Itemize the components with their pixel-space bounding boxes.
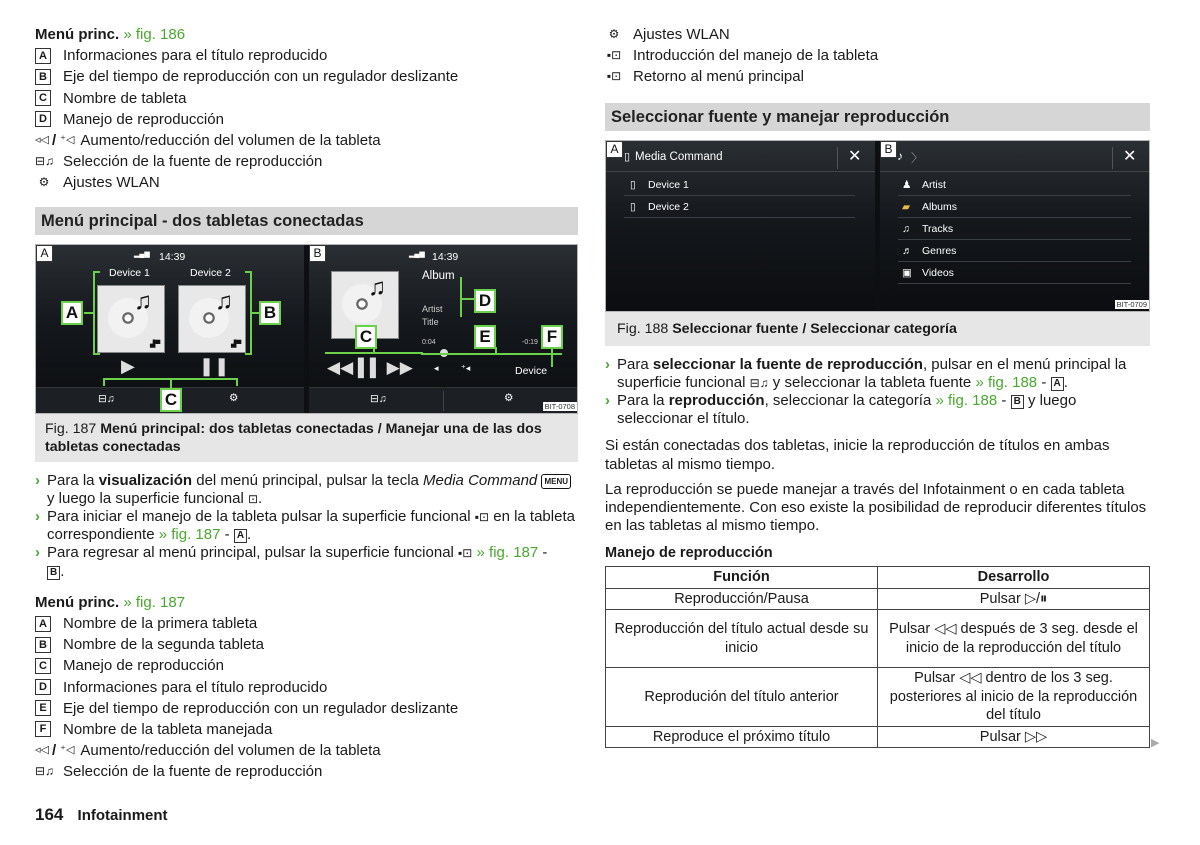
legend-key: D bbox=[35, 111, 51, 127]
pause-icon[interactable]: ❚❚ bbox=[199, 355, 230, 376]
volume-up-icon[interactable]: ⁺◂ bbox=[461, 362, 471, 373]
legend-item bbox=[35, 109, 578, 130]
instruction-item: › Para seleccionar la fuente de reproducción, pulsar en el menú principal la superficie funcional ⊟♫ y seleccionar la tableta fuente » fig. 188 - A . bbox=[605, 355, 1127, 391]
wlan-settings-icon[interactable]: ⚙ bbox=[504, 391, 514, 404]
section-title-two-tablets: Menú principal - dos tabletas conectadas bbox=[35, 207, 578, 235]
music-note-icon: ♫ bbox=[215, 287, 233, 315]
legend-item bbox=[35, 676, 578, 697]
menu1-title: Menú princ. bbox=[35, 26, 120, 44]
prev-next-controls[interactable]: ◀◀ ▌▌ ▶▶ bbox=[327, 357, 413, 377]
wlan-settings-icon: ⚙ bbox=[38, 175, 50, 190]
text: reproducción bbox=[668, 391, 765, 409]
legend-item bbox=[35, 634, 578, 655]
text: . bbox=[247, 526, 252, 544]
device1-tile[interactable] bbox=[97, 285, 165, 353]
tablet-icon: ▟▀ bbox=[231, 340, 242, 348]
legend-text: Introducción del manejo de la tableta bbox=[633, 47, 879, 65]
list-item-device1[interactable] bbox=[624, 174, 855, 196]
device-label: Device 1 bbox=[648, 178, 689, 191]
continue-arrow-icon: ▶ bbox=[1151, 737, 1160, 749]
table-title: Manejo de reproducción bbox=[605, 545, 773, 562]
text: Para iniciar el manejo de la tableta pulsar la superficie funcional bbox=[47, 507, 475, 525]
menu2-title: Menú princ. bbox=[35, 593, 120, 611]
media-command-title: Media Command bbox=[635, 150, 723, 163]
time-end: -0:19 bbox=[522, 338, 538, 346]
legend-key: B bbox=[35, 637, 51, 653]
callout-e: E bbox=[474, 325, 496, 349]
legend-item bbox=[35, 66, 578, 87]
text: Para la bbox=[47, 471, 99, 489]
text: Media Command bbox=[423, 471, 538, 489]
callout-line bbox=[551, 347, 553, 367]
instruction-item: › Para la reproducción, seleccionar la categoría » fig. 188 - B y luego seleccionar el título. bbox=[605, 391, 1077, 428]
legend-text: Informaciones para el título reproducido bbox=[63, 678, 328, 696]
instructions-list bbox=[35, 472, 578, 581]
figure-188 bbox=[605, 140, 1150, 312]
table-header-row bbox=[606, 567, 1150, 589]
signal-icon: ▂▄▆ bbox=[409, 250, 425, 258]
tablet-select-icon: ⊡ bbox=[247, 491, 259, 506]
source-select-icon[interactable]: ⊟♫ bbox=[370, 392, 387, 405]
figure-187 bbox=[35, 244, 578, 414]
tablet-icon: ▟▀ bbox=[150, 340, 161, 348]
tablet-control-icon: ▪⊡ bbox=[606, 48, 622, 63]
legend-key: E bbox=[35, 700, 51, 716]
table-row bbox=[606, 668, 1150, 727]
legend-key: A bbox=[1051, 377, 1064, 391]
close-icon[interactable]: ✕ bbox=[1123, 147, 1137, 165]
music-note-icon: ♪ bbox=[897, 148, 903, 163]
caption-text: Menú principal: dos tabletas conectadas / Manejar una de las dos tabletas conectadas bbox=[45, 420, 542, 455]
category-label: Tracks bbox=[922, 222, 954, 235]
album-label: Album bbox=[422, 269, 455, 282]
paragraph: La reproducción se puede manejar a través del Infotainment o en cada tableta independientemente. Con eso existe la posibilidad de reproducir diferentes títulos en las tabletas al mismo tiempo. bbox=[605, 480, 1147, 535]
table-cell: Reproduce el próximo título bbox=[606, 726, 878, 748]
callout-c: C bbox=[355, 325, 377, 349]
category-label: Genres bbox=[922, 244, 957, 257]
legend-text: Selección de la fuente de reproducción bbox=[63, 153, 323, 171]
instruction-item bbox=[35, 544, 578, 580]
tablet-icon: ▯ bbox=[624, 150, 631, 163]
bullet-arrow-icon: › bbox=[35, 507, 40, 525]
volume-down-icon: ◃◁ bbox=[35, 134, 49, 147]
callout-line bbox=[84, 312, 94, 314]
device-name: Device bbox=[515, 364, 548, 377]
callout-f: F bbox=[541, 325, 563, 349]
tablet-control-icon: ▪⊡ bbox=[474, 509, 490, 524]
wlan-settings-icon[interactable]: ⚙ bbox=[229, 391, 239, 404]
bullet-arrow-icon: › bbox=[35, 544, 40, 562]
menu2-heading bbox=[35, 592, 578, 613]
instruction-item bbox=[35, 508, 578, 544]
callout-line bbox=[236, 378, 238, 386]
legend-text: Selección de la fuente de reproducción bbox=[63, 763, 323, 781]
table-cell: Pulsar ◁◁ después de 3 seg. desde el inicio de la reproducción del título bbox=[878, 610, 1150, 668]
callout-line bbox=[245, 353, 252, 355]
figure-188-caption bbox=[605, 312, 1150, 346]
legend-key: D bbox=[35, 679, 51, 695]
text: - bbox=[220, 526, 234, 544]
legend-item bbox=[605, 66, 1150, 87]
legend-text: Manejo de reproducción bbox=[63, 110, 224, 128]
callout-a: A bbox=[61, 301, 83, 325]
legend-text: Retorno al menú principal bbox=[633, 68, 804, 86]
device1-label: Device 1 bbox=[109, 266, 150, 279]
text: Para bbox=[617, 355, 653, 373]
volume-down-icon: ◃◁ bbox=[35, 744, 49, 757]
legend-text: Aumento/reducción del volumen de la tableta bbox=[80, 132, 381, 150]
clock: 14:39 bbox=[159, 250, 186, 263]
callout-line bbox=[93, 353, 100, 355]
artist-label: Artist bbox=[422, 303, 443, 314]
text: . bbox=[258, 489, 263, 507]
section-title-select-source: Seleccionar fuente y manejar reproducción bbox=[605, 103, 1150, 131]
legend-key: B bbox=[35, 69, 51, 85]
device2-label: Device 2 bbox=[190, 266, 231, 279]
header-divider bbox=[1112, 147, 1113, 169]
text: Para la bbox=[617, 391, 669, 409]
title-label: Title bbox=[422, 316, 439, 327]
category-label: Videos bbox=[922, 266, 954, 279]
legend-key: B bbox=[47, 566, 60, 580]
clock: 14:39 bbox=[432, 250, 459, 263]
tablet-icon: ▯ bbox=[630, 178, 636, 191]
legend-text: Nombre de la segunda tableta bbox=[63, 636, 264, 654]
time-start: 0:04 bbox=[422, 338, 436, 346]
text: , seleccionar la categoría bbox=[764, 391, 936, 409]
bullet-arrow-icon: › bbox=[605, 355, 610, 373]
video-icon: ▣ bbox=[902, 266, 912, 279]
legend-text: Nombre de tableta bbox=[63, 89, 187, 107]
select-instructions bbox=[605, 356, 1150, 429]
caption-text: Seleccionar fuente / Seleccionar categoría bbox=[672, 320, 957, 337]
table-row bbox=[606, 726, 1150, 748]
table-cell: Reproducción del título actual desde su inicio bbox=[606, 610, 878, 668]
legend-text: Eje del tiempo de reproducción con un regulador deslizante bbox=[63, 699, 459, 717]
fig-ref-link[interactable]: » fig. 188 bbox=[975, 373, 1038, 391]
legend-item bbox=[35, 151, 578, 172]
legend-item bbox=[35, 655, 578, 676]
table-cell: Pulsar ◁◁ dentro de los 3 seg. posteriores al inicio de la reproducción del título bbox=[878, 668, 1150, 727]
legend-key: A bbox=[234, 529, 247, 543]
tablet-icon: ▯ bbox=[630, 200, 636, 213]
legend-item bbox=[35, 45, 578, 66]
music-note-icon: ♫ bbox=[368, 273, 386, 301]
caption-prefix: Fig. 187 bbox=[45, 420, 97, 437]
callout-b: B bbox=[259, 301, 281, 325]
legend-item bbox=[35, 698, 578, 719]
text: visualización bbox=[98, 471, 193, 489]
fig-ref-link[interactable]: » fig. 187 bbox=[476, 544, 539, 562]
text: , pulsar en el menú principal la superficie funcional bbox=[617, 355, 1127, 391]
device2-tile[interactable] bbox=[178, 285, 246, 353]
header-line bbox=[880, 171, 1150, 172]
caption-prefix: Fig. 188 bbox=[617, 320, 669, 337]
menu2-ref-link[interactable]: » fig. 187 bbox=[123, 593, 186, 611]
legend-item bbox=[35, 172, 578, 193]
legend-item bbox=[35, 613, 578, 634]
list-item-tracks[interactable] bbox=[898, 218, 1131, 240]
legend-text: Nombre de la primera tableta bbox=[63, 615, 258, 632]
fig188-panel-b bbox=[880, 141, 1150, 311]
legend-item bbox=[35, 88, 578, 109]
column-header: Desarrollo bbox=[878, 567, 1150, 589]
callout-d: D bbox=[474, 289, 496, 313]
list-item-videos[interactable] bbox=[898, 262, 1131, 284]
text: - bbox=[538, 544, 548, 562]
source-select-icon: ⊟♫ bbox=[749, 375, 769, 390]
text: y seleccionar la tableta fuente bbox=[768, 373, 976, 391]
legend-key: B bbox=[1011, 395, 1024, 409]
chapter-name: Infotainment bbox=[77, 807, 168, 824]
list-item-artist[interactable] bbox=[898, 174, 1131, 196]
source-select-icon[interactable]: ⊟♫ bbox=[98, 392, 115, 405]
callout-c: C bbox=[160, 388, 182, 412]
panel-label-a: A bbox=[606, 141, 623, 158]
legend-item bbox=[35, 761, 578, 782]
page-footer bbox=[35, 805, 168, 825]
text: . bbox=[60, 562, 65, 580]
legend-key: F bbox=[35, 721, 51, 737]
legend-item bbox=[605, 45, 1150, 66]
bottom-divider bbox=[443, 391, 444, 411]
legend-key: A bbox=[35, 48, 51, 64]
header-divider bbox=[837, 147, 838, 169]
legend-item bbox=[605, 24, 1150, 45]
callout-line bbox=[103, 378, 105, 386]
list-item-genres[interactable] bbox=[898, 240, 1131, 262]
music-note-icon: ♫ bbox=[902, 222, 910, 235]
table-row bbox=[606, 588, 1150, 610]
page-number: 164 bbox=[35, 805, 64, 824]
music-note-icon: ♫ bbox=[134, 287, 152, 315]
legend-item bbox=[35, 130, 578, 151]
callout-line bbox=[460, 277, 462, 317]
legend-text: Eje del tiempo de reproducción con un regulador deslizante bbox=[63, 68, 459, 86]
legend-key: C bbox=[35, 658, 51, 674]
panel-label-b: B bbox=[309, 245, 326, 262]
figure-code: BIT-0708 bbox=[544, 401, 575, 411]
panel-label-b: B bbox=[880, 141, 897, 158]
volume-up-icon: ⁺◁ bbox=[60, 134, 75, 147]
fig187-panel-b bbox=[309, 245, 578, 413]
guitar-icon: ♬ bbox=[902, 244, 913, 257]
callout-line bbox=[421, 353, 562, 355]
table-row bbox=[606, 610, 1150, 668]
callout-line bbox=[245, 271, 252, 273]
volume-up-icon: ⁺◁ bbox=[60, 744, 75, 757]
source-select-icon: ⊟♫ bbox=[35, 764, 55, 779]
header-line bbox=[606, 171, 875, 172]
legend-item bbox=[35, 740, 578, 761]
volume-separator: / bbox=[51, 132, 57, 150]
list-item-albums[interactable] bbox=[898, 196, 1131, 218]
source-select-icon: ⊟♫ bbox=[35, 154, 55, 169]
signal-icon: ▂▄▆ bbox=[134, 250, 150, 258]
fig-ref-link[interactable]: » fig. 187 bbox=[158, 526, 221, 544]
figure-187-caption bbox=[35, 414, 578, 462]
legend-key: A bbox=[35, 616, 51, 632]
menu1-heading bbox=[35, 24, 578, 45]
volume-separator: / bbox=[51, 742, 57, 760]
menu-key-icon: MENU bbox=[541, 474, 571, 489]
table-cell: Reproducción/Pausa bbox=[606, 588, 878, 610]
chevron-right-icon: 〉 bbox=[911, 150, 924, 165]
bullet-arrow-icon: › bbox=[35, 471, 40, 489]
left-column bbox=[35, 24, 578, 782]
category-label: Artist bbox=[922, 178, 946, 191]
close-icon[interactable]: ✕ bbox=[848, 147, 862, 165]
artist-icon: ♟ bbox=[902, 178, 912, 191]
category-label: Albums bbox=[922, 200, 958, 213]
bullet-arrow-icon: › bbox=[605, 391, 610, 409]
volume-down-icon[interactable]: ◂ bbox=[434, 362, 439, 373]
legend-text: Ajustes WLAN bbox=[63, 174, 160, 192]
menu1-ref-link[interactable]: » fig. 186 bbox=[123, 26, 186, 44]
playback-table bbox=[605, 566, 1150, 748]
panel-label-a: A bbox=[36, 245, 53, 262]
legend-text: Informaciones para el título reproducido bbox=[63, 47, 328, 65]
legend-text: Aumento/reducción del volumen de la tableta bbox=[80, 742, 381, 760]
column-header: Función bbox=[606, 567, 878, 589]
text: y luego la superficie funcional bbox=[47, 489, 248, 507]
text: en la tableta correspondiente bbox=[47, 507, 575, 544]
device-label: Device 2 bbox=[648, 200, 689, 213]
list-item-device2[interactable] bbox=[624, 196, 855, 218]
legend-text: Nombre de la tableta manejada bbox=[63, 720, 273, 738]
callout-line bbox=[93, 271, 100, 273]
legend-text: Manejo de reproducción bbox=[63, 657, 224, 675]
table-cell: Pulsar ▷▷ bbox=[878, 726, 1150, 748]
fig188-panel-a bbox=[606, 141, 875, 311]
right-column bbox=[605, 24, 1150, 748]
figure-code: BIT-0709 bbox=[1116, 299, 1147, 309]
album-icon: ▰ bbox=[902, 200, 911, 213]
instruction-item bbox=[35, 472, 578, 508]
legend-text: Ajustes WLAN bbox=[633, 26, 730, 44]
legend-key: C bbox=[35, 90, 51, 106]
wlan-settings-icon: ⚙ bbox=[608, 27, 620, 42]
table-cell: Reprodución del título anterior bbox=[606, 668, 878, 727]
text: del menú principal, pulsar la tecla bbox=[192, 471, 424, 489]
table-cell: Pulsar ▷/⏸ bbox=[878, 588, 1150, 610]
fig-ref-link[interactable]: » fig. 188 bbox=[935, 391, 998, 409]
return-main-menu-icon: ▪⊡ bbox=[606, 69, 622, 84]
play-icon[interactable]: ▶ bbox=[121, 355, 135, 376]
legend-item bbox=[35, 719, 578, 740]
text: seleccionar la fuente de reproducción bbox=[652, 355, 923, 373]
text: Para regresar al menú principal, pulsar la superficie funcional bbox=[47, 544, 459, 562]
return-main-menu-icon: ▪⊡ bbox=[458, 546, 473, 561]
text: y luego seleccionar el título. bbox=[617, 391, 1077, 428]
paragraph: Si están conectadas dos tabletas, inicie la reproducción de títulos en ambas tabletas al mismo tiempo. bbox=[605, 437, 1110, 473]
